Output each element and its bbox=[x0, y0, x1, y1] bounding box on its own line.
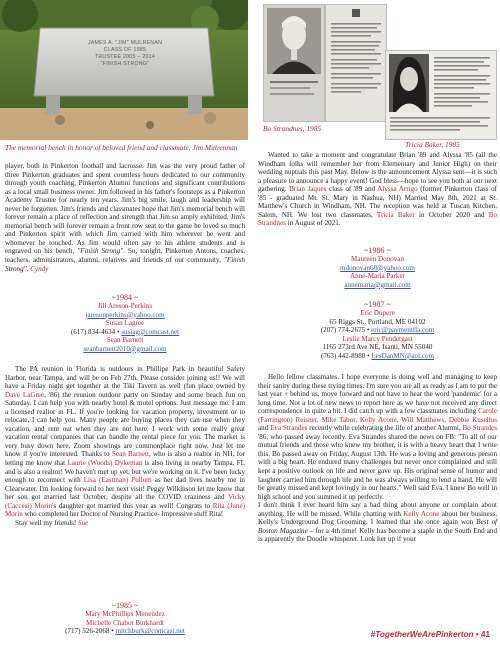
bo-strandnes-photo bbox=[263, 4, 325, 122]
phone-number: (763) 442-8980 bbox=[320, 351, 366, 360]
paragraph-hello bbox=[258, 373, 497, 501]
class-1985-block: ~1985 ~ Mary McPhillips Menendez Michelle Chabot Burkhardt (717) 526-2068 • mitchburk@comcast.net bbox=[5, 601, 245, 636]
mailing-address: 65 Riggs St., Portland, ME 04102 bbox=[329, 317, 426, 326]
name: Lisa (Eastman) Pullum bbox=[83, 476, 152, 485]
name: Bo Strandes bbox=[462, 424, 498, 433]
text: '86, who passed away recently. Eva Strandes shared the news on FB: "To all of our mutual friends and those who knew my brother, it is with a heavy heart that I write this. Bo passed away on Friday, August 13th. He was a loving and generous person with a big heart. He endured many challenges but never once complained and still kept a positive outlook on life and never gave up. His original sense of humor and laughter carried him through life and he was always willing to lend a hand. He will be greatly missed and kept lovingly in our hearts." Well said Eva. I knew Bo well in high school and you summed it up perfectly. bbox=[258, 432, 497, 501]
name: Laurie (Woods) Dykeman bbox=[67, 459, 143, 468]
mailing-address: 1165 273rd Ave NE, Isanti, MN 55040 bbox=[322, 343, 433, 352]
text: Hello fellow classmates. I hope everyone is doing well and managing to keep their sanity during these trying times. I'm sure you are all as ready as I am to put the last year + behind us, move forward and not have to hear the word 'pandemic' for a long time. Not a lot of new news to report here as we have not received any direct correspondence in quite a bit. I did catch up with a few classmates including bbox=[258, 373, 497, 416]
name: Eva Strandes bbox=[270, 424, 308, 433]
text: in August of 2021. bbox=[285, 219, 341, 228]
contact-name: Jill Areson-Perkins bbox=[97, 302, 153, 310]
text: 's daughter got married this year as well! Congrats to bbox=[52, 501, 213, 510]
contact-name: Sean Barnett bbox=[106, 336, 144, 345]
hashtag: #TogetherWeArePinkerton bbox=[370, 630, 474, 639]
page-footer bbox=[371, 630, 490, 639]
text: in October 2020 and bbox=[414, 210, 489, 219]
year-heading-1985: ~1985 ~ bbox=[111, 601, 139, 610]
paragraph-florida bbox=[5, 365, 245, 519]
text: is also living in nearby Tampa, FL and is also a realtor! We haven't met up yet, but we're working on it. I've been lucky enough to reconnect with bbox=[5, 459, 245, 485]
text: Stay well my friends! bbox=[15, 518, 79, 527]
page-number: • 41 bbox=[473, 630, 490, 639]
class-1986-block bbox=[258, 246, 497, 289]
text: class of '89 and bbox=[326, 185, 378, 194]
year-heading-1984: ~1984 ~ bbox=[111, 293, 139, 302]
plaque-line-3: TRUSTEE 2005 – 2014 bbox=[94, 54, 156, 60]
left-body-1 bbox=[5, 162, 245, 273]
name: Sean Barnett bbox=[111, 450, 149, 459]
tricia-baker-photo bbox=[385, 50, 497, 140]
name: Brian Jaques bbox=[289, 185, 327, 194]
sign-off bbox=[5, 519, 245, 528]
name: Vicky (Caccesi) Morin bbox=[5, 493, 245, 510]
bo-strandnes-caption: Bo Strandnes, 1985 bbox=[263, 124, 322, 133]
text: as her dad lives nearby me in Clearwater. I'm looking forward to her next visit! Peggy Wilkinson let me know that her son got married last October, despite all the COVID craziness and bbox=[5, 476, 245, 502]
name: Bo Strandnes bbox=[258, 210, 497, 228]
right-body-2 bbox=[258, 373, 497, 544]
contact-name: Leslie Marcy Pendergast bbox=[342, 334, 413, 343]
name: Tricia Baker bbox=[376, 210, 415, 219]
phone-number: (717) 526-2068 bbox=[65, 627, 110, 636]
names: Carole (Farrington) Reisner, Mike Tabor, Kelly Acone, Will Matthews, Debbie Kusellus bbox=[258, 407, 497, 424]
text: who completed her Doctor of Nursing Practice- Impressive stuff Rita! bbox=[22, 510, 224, 519]
bench-plaque bbox=[70, 40, 180, 84]
quote: "Finish Strong" bbox=[77, 247, 124, 256]
magazine-title: Best of Boston Magazine bbox=[258, 518, 497, 535]
name: Kelly Acone bbox=[403, 509, 440, 518]
left-body-2 bbox=[5, 365, 245, 527]
phone-number: (207) 774-2675 bbox=[320, 326, 366, 335]
email-link[interactable]: seanbarnett2010@gmail.com bbox=[83, 344, 167, 353]
contact-name: Michelle Chabot Burkhardt bbox=[85, 618, 164, 627]
contact-name: Mary McPhillips Menendez bbox=[85, 610, 165, 618]
email-link[interactable]: jaresonperkins@yahoo.com bbox=[85, 310, 165, 319]
text: , '86) the reunion outdoor party on Sunday and some beach fun on Saturday. I can help you with nearby hotel & motel options. Just message me. I am a licensed realtor in FL. If you're looking for vacation property, investment or to relocate, I can help you. Many people are buying places they can use when they vacation, and rent out when they are not here. I work with some really great vacation rental companies that can handle the rental piece for you. The market is very busy down here, Zoom showings are commonplace right now. Just let me know if you're interested. Thanks to bbox=[5, 390, 245, 459]
email-link[interactable]: susiag@comcast.net bbox=[121, 327, 180, 336]
text: . So, tonight, Pinkerton Antons, coaches, teachers, administrators, alumni, relatives and friends of our community, bbox=[5, 247, 245, 265]
email-link[interactable]: mdonovan68@yahoo.com bbox=[340, 263, 415, 272]
name: Dave LaGree bbox=[5, 390, 45, 399]
phone-number: (617) 834-4634 bbox=[70, 327, 116, 336]
text: player, both in Pinkerton football and lacrosse. Jim was the very proud father of three Pinkerton graduates and spent countless hours dedicated to our community through youth coaching, Pinkerton Alumni functions and significant contributions as a local small business owner. Jim followed in his father's footsteps as a Pinkerton Academy Trustee for nearly ten years. Jim's big smile, laugh and leadership will never be forgotten. Jim's friends and classmates hope that Jim's memorial bench will forever remain a place of reflection and strength that Jim so amply exhibited. Jim's memorial bench will forever remain a front row seat to the game he loved so much and Pinkerton spirit with which Jim carried with him wherever he went and whomever he touched. As Jim would often say to his athlete students and is engraved on his bench, bbox=[5, 162, 245, 256]
bo-strandnes-text-photo bbox=[325, 4, 387, 122]
text: – for a 4th time! Kelly has become a staple in the South End and is apparently the Doodle whisperer. Look her up if your bbox=[258, 526, 497, 544]
email-link[interactable]: eric@paymentfla.com bbox=[371, 326, 435, 335]
contact-name: Susan Lagree bbox=[105, 319, 145, 328]
plaque-line-1: JAMES A. "JIM" MULRENAN bbox=[87, 40, 163, 46]
email-link[interactable]: mitchburk@comcast.net bbox=[115, 627, 185, 636]
text: I don't think I ever heard him say a bad thing about anyone or complain about anything. He will be missed. While chatting with bbox=[258, 501, 497, 518]
year-heading-1986: ~1986 ~ bbox=[364, 246, 391, 255]
paragraph-kelly bbox=[258, 501, 497, 544]
bench-caption: The memorial bench in honor of beloved friend and classmate, Jim Mulrennan bbox=[5, 143, 238, 152]
text: recently while celebrating the life of another Alumni, bbox=[307, 424, 463, 433]
signature: Sue bbox=[78, 518, 89, 527]
contact-name: Anne-Maria Parker bbox=[350, 272, 405, 281]
paragraph-wedding bbox=[258, 151, 497, 228]
portrait-image bbox=[386, 51, 496, 139]
text: , who is also a realtor in NH, for letting me know that bbox=[5, 450, 245, 468]
class-1987-block: ~1987 ~ Eric Dupere 65 Riggs St., Portland, ME 04102 (207) 774-2675 • eric@paymentfla.com Leslie Marcy Pendergast 1165 273rd Ave NE, Isanti, MN 55040 (763) 442-8980 • LesDanMN@aol.com bbox=[258, 300, 497, 360]
quote: "Finish Strong" bbox=[5, 256, 245, 273]
signature: , Cyndy bbox=[26, 264, 49, 273]
name: Rita (June) Morin bbox=[5, 501, 245, 519]
paragraph-jim bbox=[5, 162, 245, 273]
right-body-1 bbox=[258, 151, 497, 228]
text: and bbox=[258, 424, 271, 433]
name: Alyssa Arrigo bbox=[377, 185, 418, 194]
email-link[interactable]: annemaria@gmail.com bbox=[344, 280, 411, 289]
email-link[interactable]: LesDanMN@aol.com bbox=[371, 351, 435, 360]
plaque-line-2: CLASS OF 1985 bbox=[103, 47, 147, 53]
contact-name: Eric Dupere bbox=[360, 309, 395, 317]
year-heading-1987: ~1987 ~ bbox=[364, 300, 391, 309]
text: about her business, Kelly's Underground Dog Grooming, I learned that she once again won bbox=[258, 509, 498, 527]
contact-name: Maureen Donovan bbox=[351, 255, 404, 263]
text: Wanted to take a moment and congratulate Brian '89 and Alyssa '85 (all the Windham folks will remember her from Elementary and Junior High) on their wedding nuptials this past May. Below is the announcement Alyssa sent—it is such a pleasure to announce a happy event! God bless—hope to see you both at our next gathering. bbox=[258, 151, 497, 194]
yearbook-text-image bbox=[326, 5, 386, 121]
text: (former Pinkerton class of '85 - graduated Mt. St. Mary in Nashua, NH) Married May 8th, 2021 at St. Matthew's Church in Windham, NH. The reception was held at Tuscan Kitchen, Salem, NH. We lost two classmates, bbox=[258, 185, 497, 219]
plaque-line-4: "FINISH STRONG" bbox=[100, 61, 150, 67]
portrait-image bbox=[264, 5, 324, 121]
text: The PA reunion in Florida is outdoors in Phillipe Park in beautiful Safety Harbor, near Tampa, and will be on Feb 27th. Please consider joining us!! We will have a Friday night get together at the Tiki Tavern as well (fun place owned by bbox=[5, 365, 245, 391]
tricia-baker-caption: Tricia Baker, 1985 bbox=[405, 140, 460, 149]
class-1984-block: ~1984 ~ Jill Areson-Perkins jaresonperkins@yahoo.com Susan Lagree (617) 834-4634 • susiag@comcast.net Sean Barnett seanbarnett2010@gmail.com bbox=[5, 293, 245, 353]
